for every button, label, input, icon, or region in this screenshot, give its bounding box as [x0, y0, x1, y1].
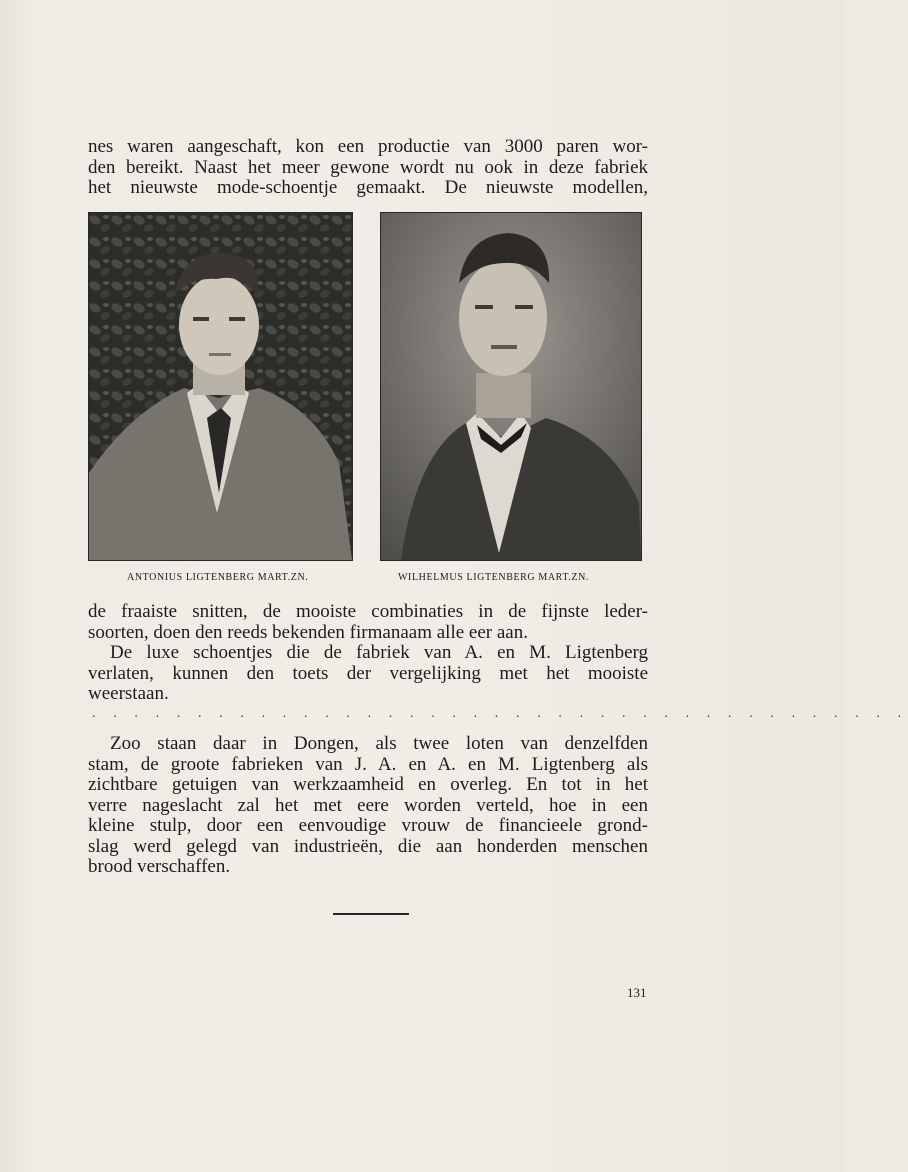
dotted-separator: . . . . . . . . . . . . . . . . . . . . . . . . . . . . . . . . . . . . . . . [92, 706, 908, 721]
paragraph-intro [88, 137, 648, 199]
text-line: brood verschaffen. [88, 856, 231, 877]
text-line: De luxe schoentjes die de fabriek van A. en M. Ligtenberg [110, 642, 648, 663]
text-line: zichtbare getuigen van werkzaamheid en overleg. En tot in het [88, 774, 648, 795]
photo-caption: ANTONIUS LIGTENBERG MART.ZN. [127, 572, 309, 583]
text-line: stam, de groote fabrieken van J. A. en A. en M. Ligtenberg als [88, 753, 648, 775]
text-line: het nieuwste mode-schoentje gemaakt. De nieuwste modellen, [88, 177, 648, 198]
text-line: verre nageslacht zal het met eere worden verteld, hoe in een [88, 794, 648, 816]
text-line: de fraaiste snitten, de mooiste combinaties in de fijnste leder- [88, 601, 648, 622]
text-line: slag werd gelegd van industrieën, die aan honderden menschen [88, 835, 648, 857]
portrait-image [381, 213, 641, 560]
text-line: kleine stulp, door een eenvoudige vrouw de financieele grond- [88, 815, 648, 836]
text-line: nes waren aangeschaft, kon een productie van 3000 paren wor- [88, 136, 648, 157]
text-line: soorten, doen den reeds bekenden firmanaam alle eer aan. [88, 621, 528, 643]
text-line: verlaten, kunnen den toets der vergelijking met het mooiste [88, 662, 648, 684]
portrait-photo-wilhelmus [380, 212, 642, 561]
text-line: den bereikt. Naast het meer gewone wordt nu ook in deze fabriek [88, 156, 648, 178]
portrait-image [89, 213, 352, 560]
page-number: 131 [627, 985, 647, 1000]
portrait-photo-antonius [88, 212, 353, 561]
paragraph-closing [88, 734, 648, 878]
text-line: weerstaan. [88, 683, 169, 704]
text-line: Zoo staan daar in Dongen, als twee loten van denzelfden [110, 733, 648, 754]
paragraph-middle [88, 602, 648, 705]
photo-caption: WILHELMUS LIGTENBERG MART.ZN. [398, 572, 590, 583]
end-rule [333, 913, 409, 915]
